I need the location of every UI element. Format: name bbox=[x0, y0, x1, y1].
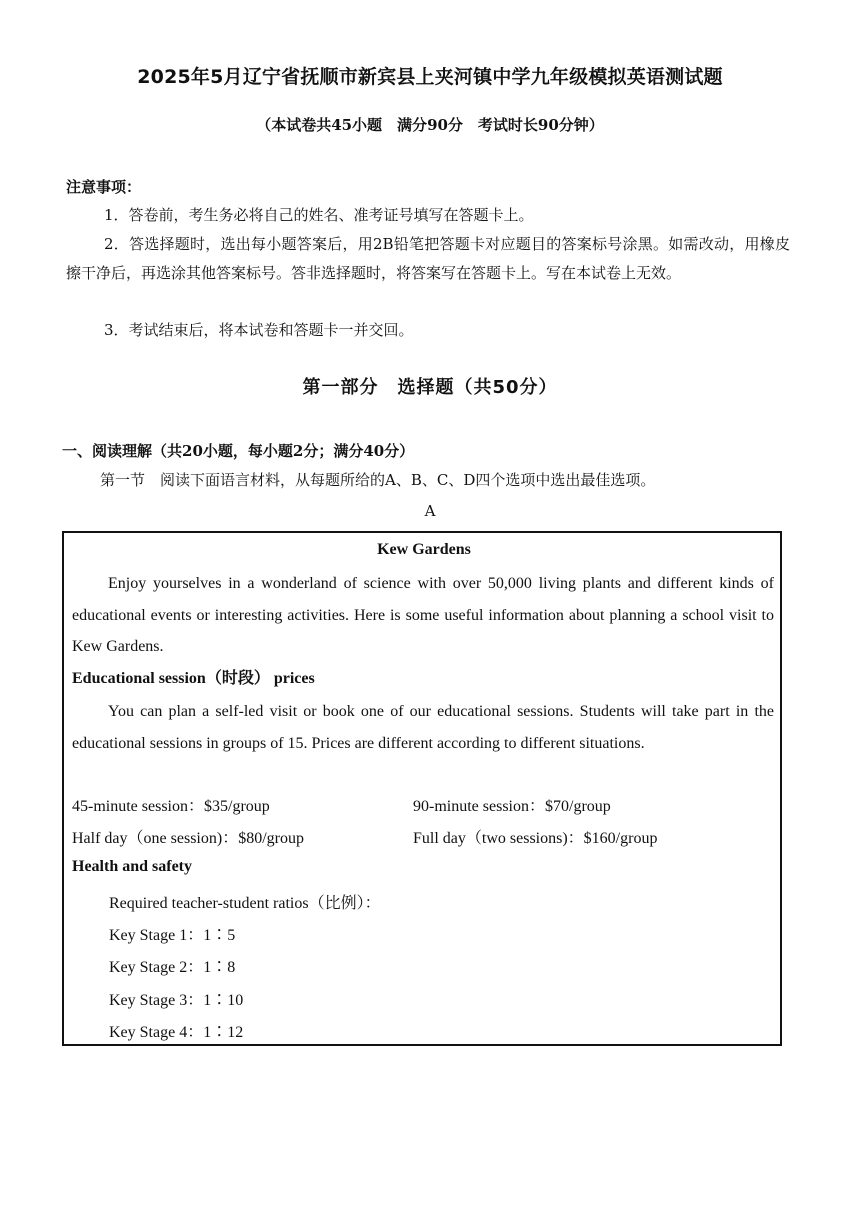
notice-item-2: 2．答选择题时，选出每小题答案后，用2B铅笔把答题卡对应题目的答案标号涂黑。如需改动，用橡皮擦干净后，再选涂其他答案标号。答非选择题时，将答案写在答题卡上。写在本试卷上无效。 bbox=[66, 235, 790, 282]
passage-label: A bbox=[424, 502, 436, 520]
notice-item-3: 3．考试结束后，将本试卷和答题卡一并交回。 bbox=[104, 321, 414, 339]
exam-title: 2025年5月辽宁省抚顺市新宾县上夹河镇中学九年级模拟英语测试题 bbox=[137, 66, 723, 88]
notice-heading: 注意事项： bbox=[66, 178, 142, 196]
ratio-key-stage-2: Key Stage 2：1∶8 bbox=[109, 959, 236, 976]
section-heading: 一、阅读理解（共20小题，每小题2分；满分40分） bbox=[62, 442, 415, 460]
price-full-day: Full day（two sessions)：$160/group bbox=[413, 830, 658, 847]
passage-title: Kew Gardens bbox=[377, 541, 471, 558]
ratio-key-stage-1: Key Stage 1：1∶5 bbox=[109, 927, 236, 944]
passage-intro: Enjoy yourselves in a wonderland of science with over 50,000 living plants and different kinds of educational events or interesting activities. Here is some useful information about planning a school visit to Kew Gardens. bbox=[72, 575, 774, 655]
price-90-min: 90-minute session：$70/group bbox=[413, 798, 611, 815]
ratio-key-stage-4: Key Stage 4：1∶12 bbox=[109, 1024, 244, 1041]
section-subheading: 第一节 阅读下面语言材料，从每题所给的A、B、C、D四个选项中选出最佳选项。 bbox=[100, 471, 656, 489]
price-half-day: Half day（one session)：$80/group bbox=[72, 830, 304, 847]
price-45-min: 45-minute session：$35/group bbox=[72, 798, 270, 815]
passage-box bbox=[62, 531, 782, 1046]
session-heading: Educational session（时段） prices bbox=[72, 670, 315, 687]
session-text: You can plan a self-led visit or book one of our educational sessions. Students will take part in the educational sessions in groups of 15. Prices are different according to different situations. bbox=[72, 703, 774, 752]
ratio-key-stage-3: Key Stage 3：1∶10 bbox=[109, 992, 244, 1009]
ratio-intro: Required teacher-student ratios（比例）： bbox=[109, 895, 381, 912]
part-heading: 第一部分 选择题（共50分） bbox=[302, 377, 558, 398]
exam-subtitle: （本试卷共45小题 满分90分 考试时长90分钟） bbox=[256, 116, 604, 134]
notice-item-1: 1．答卷前，考生务必将自己的姓名、准考证号填写在答题卡上。 bbox=[104, 206, 534, 224]
health-heading: Health and safety bbox=[72, 858, 192, 875]
